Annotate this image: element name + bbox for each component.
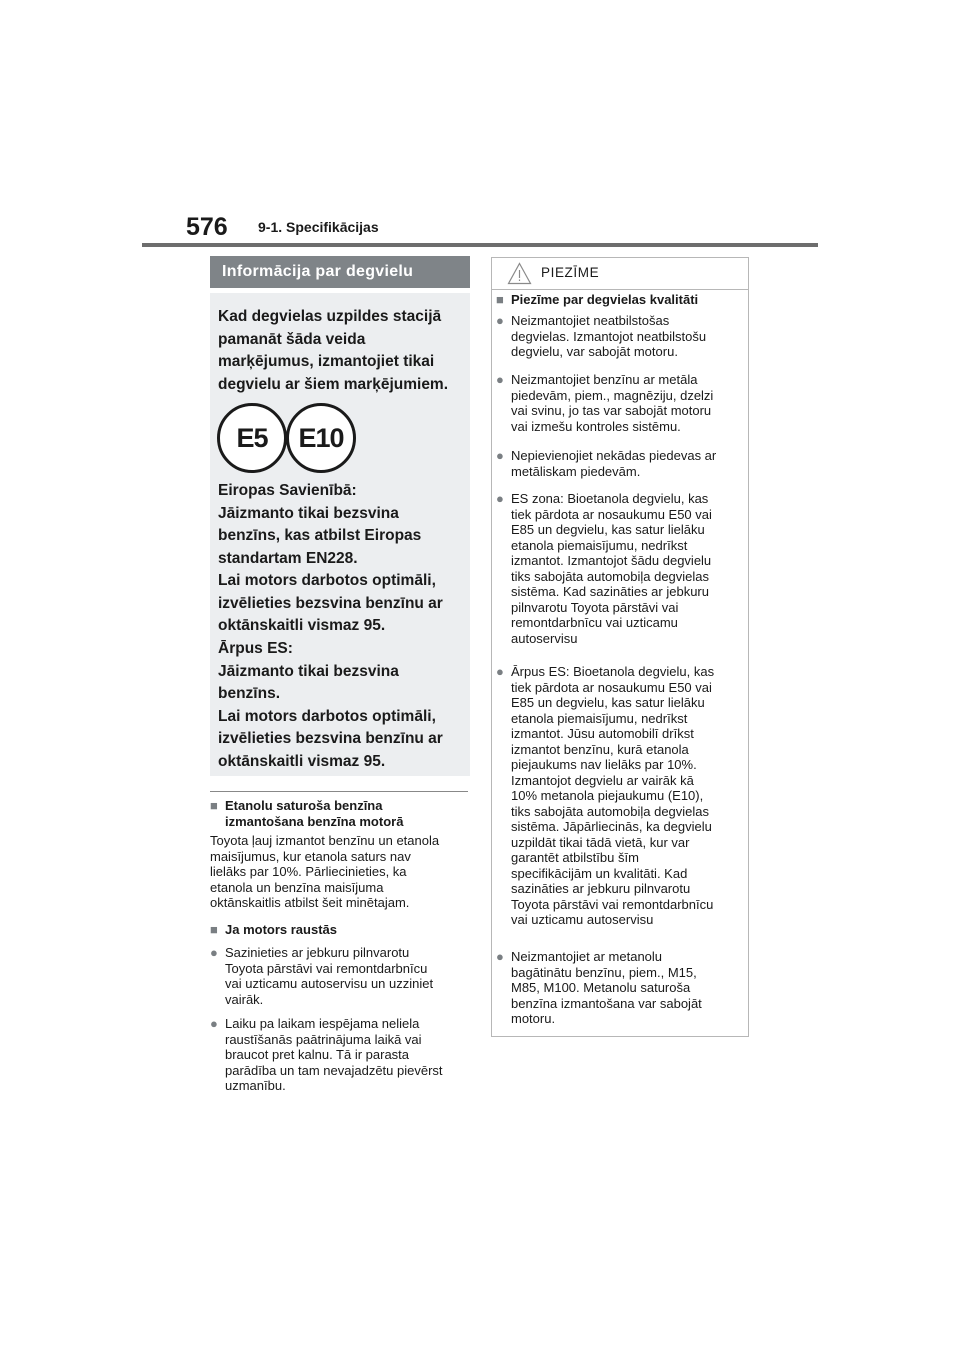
knock-bullet-line: raustīšanās paātrinājuma laikā vai: [225, 1031, 422, 1047]
note-bullet-line: piejaukums nav lielāks par 10%.: [511, 757, 697, 772]
circle-bullet-icon: ●: [496, 448, 504, 463]
circle-bullet-icon: ●: [496, 664, 504, 679]
knock-bullet-line: uzmanību.: [225, 1078, 286, 1093]
note-bullet-line: tiek pārdota ar nosaukumu E50 vai: [511, 679, 712, 695]
note-bullet-line: piedevām, piem., magnēziju, dzelzi: [511, 387, 714, 403]
square-bullet-icon: ■: [496, 292, 504, 307]
knock-bullet-line: Toyota pārstāvi vai remontdarbnīcu: [225, 960, 428, 976]
note-bullet-line: etanola piemaisījumu, nedrīkst: [511, 710, 688, 726]
note-bullet-line: Neizmantojiet neatbilstošas: [511, 313, 670, 328]
section-divider: [210, 791, 468, 792]
knock-bullet: [210, 945, 472, 1007]
note-bullet-line: vai uzticamu autoservisu: [511, 912, 654, 927]
eu-fuel-line: standartam EN228.: [218, 549, 358, 567]
note-bullet-line: izmantot. Jūsu automobilī drīkst: [511, 726, 694, 741]
note-bullet-line: degvielu, var sabojāt motoru.: [511, 344, 678, 359]
eu-fuel-line: Jāizmanto tikai bezsvina: [218, 504, 399, 522]
square-bullet-icon: ■: [210, 922, 218, 937]
circle-bullet-icon: ●: [496, 313, 504, 328]
knock-bullet-line: vairāk.: [225, 991, 264, 1007]
ethanol-paragraph-line: maisījumus, kur etanola saturs nav: [210, 848, 411, 864]
non-eu-fuel-line: Ārpus ES:: [218, 640, 293, 657]
non-eu-fuel-line: oktānskaitli vismaz 95.: [218, 752, 386, 770]
knock-bullet: [210, 1016, 472, 1094]
non-eu-fuel-requirements: [218, 638, 443, 773]
ethanol-paragraph-line: lielāks par 10%. Pārliecinieties, ka: [210, 864, 407, 879]
non-eu-fuel-line: Jāizmanto tikai bezsvina: [218, 662, 399, 680]
note-bullet-line: Toyota pārstāvi vai remontdarbnīcu: [511, 896, 714, 912]
fuel-info-box: [210, 256, 470, 776]
ethanol-heading-line: Etanolu saturoša benzīna: [225, 798, 383, 813]
note-bullet-line: metāliskam piedevām.: [511, 463, 641, 479]
knock-bullet-line: parādība un tam nevajadzētu pievērst: [225, 1062, 443, 1078]
note-bullet-line: sistēma. Jāpārliecinās, ka degvielu: [511, 819, 712, 834]
note-title: PIEZĪME: [541, 265, 600, 280]
note-bullet-line: Izmantojot degvielu ar vairāk kā: [511, 772, 694, 788]
note-header-rule: [492, 289, 748, 290]
note-bullet-line: garantēt atbilstību šīm: [511, 850, 639, 865]
page-number: 576: [186, 213, 228, 241]
square-bullet-icon: ■: [210, 798, 218, 813]
ethanol-paragraph-line: etanola un benzīna maisījuma: [210, 879, 384, 895]
eu-fuel-requirements: [218, 480, 443, 638]
eu-fuel-line: Lai motors darbotos optimāli,: [218, 572, 436, 589]
note-bullet-line: motoru.: [511, 1011, 556, 1026]
non-eu-fuel-line: Lai motors darbotos optimāli,: [218, 707, 436, 725]
circle-bullet-icon: ●: [210, 945, 218, 960]
note-bullet-line: tiks sabojāta automobiļa degvielas: [511, 568, 710, 584]
note-bullet-line: E85 un degvielu, kas satur lielāku: [511, 695, 705, 710]
note-bullet-line: specifikācijām un kvalitāti. Kad: [511, 865, 688, 881]
header-rule: [142, 243, 818, 247]
knock-heading-text: Ja motors raustās: [225, 922, 337, 937]
note-bullet-line: E85 un degvielu, kas satur lielāku: [511, 522, 705, 537]
ethanol-paragraph: [210, 833, 439, 911]
fuel-info-title-band: [210, 288, 470, 293]
note-bullet-line: autoservisu: [511, 630, 578, 646]
note-bullet-line: benzīna izmantošana var sabojāt: [511, 995, 702, 1011]
circle-bullet-icon: ●: [496, 372, 504, 387]
note-bullet-line: tiks sabojāta automobiļa degvielas: [511, 803, 710, 819]
eu-fuel-line: oktānskaitli vismaz 95.: [218, 617, 386, 634]
non-eu-fuel-line: benzīns.: [218, 685, 281, 702]
note-bullet-line: M85, M100. Metanolu saturoša: [511, 980, 691, 995]
note-bullet-line: Neizmantojiet benzīnu ar metāla: [511, 372, 698, 387]
note-bullet: [496, 372, 746, 434]
note-bullet: [496, 313, 746, 360]
fuel-label-intro: [218, 306, 448, 396]
fuel-info-title: Informācija par degvielu: [210, 256, 470, 288]
eu-fuel-line: Eiropas Savienībā:: [218, 482, 357, 499]
note-bullet-line: remontdarbnīcu vai uzticamu: [511, 615, 678, 630]
warning-icon: [507, 262, 532, 285]
circle-bullet-icon: ●: [496, 949, 504, 964]
e5-fuel-logo: E5: [217, 403, 287, 473]
note-bullet-line: uzpildāt tikai tādā vietā, kur var: [511, 834, 690, 850]
fuel-label-intro-line: pamanāt šāda veida: [218, 330, 366, 348]
note-bullet-line: sistēma. Kad sazināties ar jebkuru: [511, 584, 709, 599]
section-title: 9-1. Specifikācijas: [258, 219, 379, 235]
ethanol-paragraph-line: oktānskaitlis atbilst šeit minētajam.: [210, 895, 410, 910]
eu-fuel-line: benzīns, kas atbilst Eiropas: [218, 527, 422, 544]
knock-bullet-line: Laiku pa laikam iespējama neliela: [225, 1016, 420, 1031]
note-bullet-line: degvielas. Izmantojot neatbilstošu: [511, 328, 707, 344]
knock-bullet-line: vai uzticamu autoservisu un uzziniet: [225, 976, 434, 991]
note-bullet: [496, 448, 746, 479]
fuel-label-intro-line: Kad degvielas uzpildes stacijā: [218, 308, 442, 325]
knock-bullet-line: braucot pret kalnu. Tā ir parasta: [225, 1047, 410, 1062]
note-bullet-line: Neizmantojiet ar metanolu: [511, 949, 663, 964]
knock-bullet-line: Sazinieties ar jebkuru pilnvarotu: [225, 945, 410, 960]
note-bullet-line: pilnvarotu Toyota pārstāvi vai: [511, 599, 679, 615]
ethanol-heading: [210, 798, 472, 829]
note-bullet-line: Nepievienojiet nekādas piedevas ar: [511, 448, 717, 463]
e10-fuel-logo: E10: [286, 403, 356, 473]
note-bullet-line: izmantot benzīnu, kurā etanola: [511, 741, 689, 757]
note-bullet-line: etanola piemaisījumu, nedrīkst: [511, 537, 688, 553]
knock-heading: [210, 922, 472, 938]
note-bullet-line: Ārpus ES: Bioetanola degvielu, kas: [511, 664, 715, 679]
fuel-label-intro-line: degvielu ar šiem marķējumiem.: [218, 375, 449, 393]
non-eu-fuel-line: izvēlieties bezsvina benzīnu ar: [218, 730, 443, 747]
ethanol-heading-line: izmantošana benzīna motorā: [225, 813, 404, 829]
note-bullet-line: vai izmešu kontroles sistēmu.: [511, 418, 681, 434]
note-heading-text: Piezīme par degvielas kvalitāti: [511, 292, 699, 307]
note-bullet-line: tiek pārdota ar nosaukumu E50 vai: [511, 506, 712, 522]
note-bullet: [496, 491, 746, 646]
note-bullet-line: bagātinātu benzīnu, piem., M15,: [511, 964, 697, 980]
note-bullet-line: sazināties ar jebkuru pilnvarotu: [511, 881, 691, 896]
note-heading: [496, 292, 746, 308]
fuel-label-intro-line: marķējumus, izmantojiet tikai: [218, 353, 435, 370]
eu-fuel-line: izvēlieties bezsvina benzīnu ar: [218, 594, 443, 612]
ethanol-paragraph-line: Toyota ļauj izmantot benzīnu un etanola: [210, 833, 440, 848]
note-bullet: [496, 664, 746, 928]
note-bullet-line: izmantot. Izmantojot šādu degvielu: [511, 553, 712, 568]
circle-bullet-icon: ●: [496, 491, 504, 506]
circle-bullet-icon: ●: [210, 1016, 218, 1031]
note-bullet: [496, 949, 746, 1027]
note-bullet-line: 10% metanola piejaukumu (E10),: [511, 788, 704, 803]
note-bullet-line: ES zona: Bioetanola degvielu, kas: [511, 491, 709, 506]
note-bullet-line: vai svinu, jo tas var sabojāt motoru: [511, 403, 712, 418]
